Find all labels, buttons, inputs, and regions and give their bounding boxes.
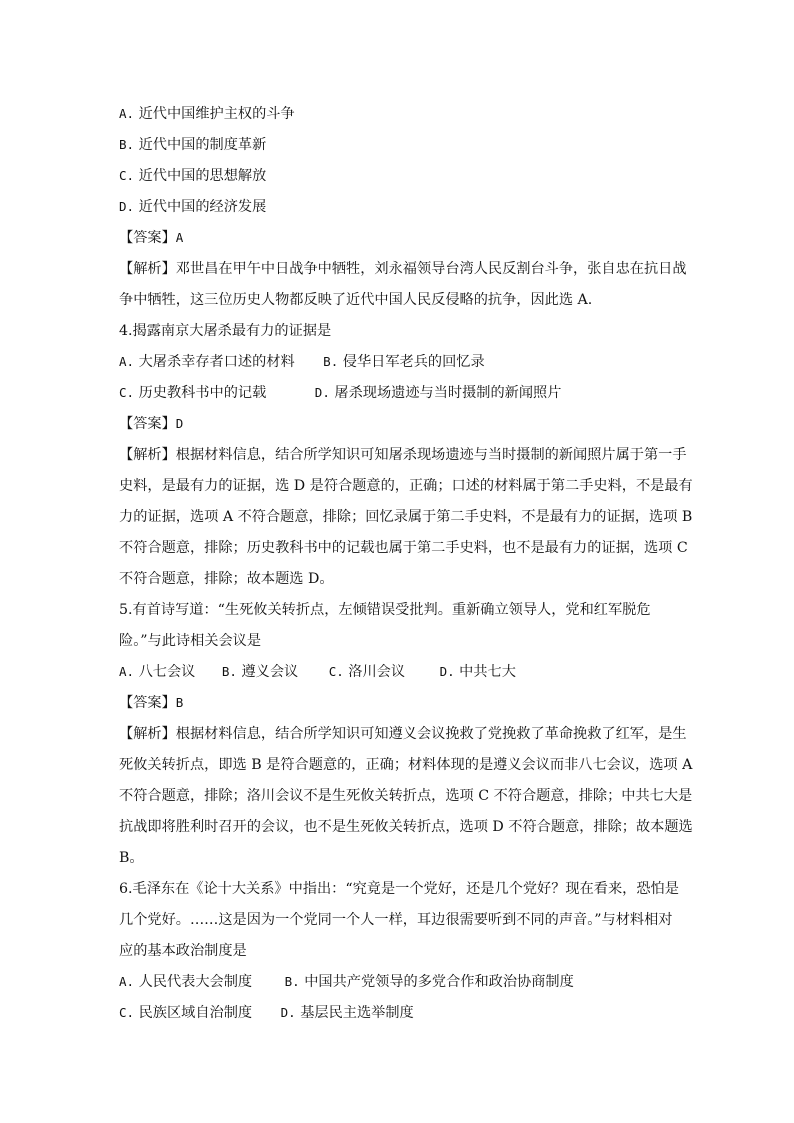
analysis-text: 不符合题意，排除；故本题选 D。 — [119, 571, 334, 587]
option-text: 近代中国的经济发展 — [138, 199, 267, 215]
answer-tag: 【答案】 — [119, 230, 176, 246]
option-label: B. — [221, 664, 237, 679]
q3-analysis-line-2 — [119, 290, 592, 310]
question-stem: 4.揭露南京大屠杀最有力的证据是 — [119, 323, 332, 339]
analysis-tag: 【解析】 — [119, 261, 176, 277]
analysis-text: 抗战即将胜利时召开的会议，也不是生死攸关转折点，选项 D 不符合题意，排除；故本题选 — [119, 819, 693, 835]
q5-analysis-line-1 — [119, 724, 687, 744]
option-text: 历史教科书中的记载 — [138, 385, 267, 401]
option-text: 中国共产党领导的多党合作和政治协商制度 — [304, 974, 574, 990]
option-text: 八七会议 — [138, 664, 196, 680]
q6-stem-line-2 — [119, 910, 672, 930]
analysis-text: 史料，是最有力的证据，选 D 是符合题意的，正确；口述的材料属于第二手史料，不是最有 — [119, 478, 693, 494]
q5-answer — [119, 693, 183, 713]
option-label: A. — [119, 974, 135, 989]
option-text: 遵义会议 — [241, 664, 299, 680]
analysis-text: 不符合题意，排除；历史教科书中的记载也属于第二手史料，也不是最有力的证据，选项 C — [119, 540, 688, 556]
analysis-text: 不符合题意，排除；洛川会议不是生死攸关转折点，选项 C 不符合题意，排除；中共七大是 — [119, 788, 693, 804]
q3-answer — [119, 228, 183, 248]
option-text: 近代中国的制度革新 — [138, 137, 267, 153]
q5-analysis-line-2 — [119, 755, 692, 775]
option-text: 人民代表大会制度 — [138, 974, 253, 990]
q4-analysis-line-1 — [119, 445, 687, 465]
q4-analysis-line-2 — [119, 476, 693, 496]
option-label: A. — [119, 354, 135, 369]
q5-analysis-line-5 — [119, 848, 144, 868]
question-stem: 几个党好。……这是因为一个党同一个人一样，耳边很需要听到不同的声音。”与材料相对 — [119, 912, 673, 928]
option-label: B. — [119, 137, 135, 152]
option-label: B. — [323, 354, 339, 369]
option-text: 屠杀现场遗迹与当时摄制的新闻照片 — [334, 385, 562, 401]
analysis-text: 根据材料信息，结合所学知识可知遵义会议挽救了党挽救了革命挽救了红军，是生 — [175, 726, 687, 742]
analysis-tag: 【解析】 — [119, 726, 176, 742]
analysis-text: B。 — [119, 850, 144, 866]
question-stem: 应的基本政治制度是 — [119, 943, 247, 959]
analysis-text: 根据材料信息，结合所学知识可知屠杀现场遗迹与当时摄制的新闻照片属于第一手 — [175, 447, 687, 463]
analysis-text: 力的证据，选项 A 不符合题意，排除；回忆录属于第二手史料，不是最有力的证据，选项 B — [119, 509, 693, 525]
answer-tag: 【答案】 — [119, 695, 176, 711]
analysis-text: 邓世昌在甲午中日战争中牺牲，刘永福领导台湾人民反割台斗争，张自忠在抗日战 — [175, 261, 687, 277]
option-label: D. — [119, 199, 135, 214]
option-label: B. — [284, 974, 300, 989]
q6-options-row-2 — [119, 1003, 414, 1023]
q3-option-c — [119, 166, 266, 186]
q6-stem-line-3 — [119, 941, 247, 961]
option-text: 近代中国的思想解放 — [138, 168, 267, 184]
option-text: 近代中国维护主权的斗争 — [138, 106, 295, 122]
option-label: D. — [280, 1005, 296, 1020]
q4-analysis-line-5 — [119, 569, 334, 589]
option-label: D. — [314, 385, 330, 400]
analysis-text: 争中牺牲，这三位历史人物都反映了近代中国人民反侵略的抗争，因此选 A. — [119, 292, 593, 308]
q6-options-row-1 — [119, 972, 574, 992]
q4-options-row-2 — [119, 383, 561, 403]
question-stem: 6.毛泽东在《论十大关系》中指出：“究竟是一个党好，还是几个党好？现在看来，恐怕是 — [119, 881, 679, 897]
q4-stem — [119, 321, 331, 341]
option-label: C. — [119, 168, 135, 183]
q3-option-a — [119, 104, 295, 124]
q5-stem-line-2 — [119, 631, 261, 651]
option-text: 中共七大 — [459, 664, 516, 680]
q5-options-row — [119, 662, 516, 682]
option-text: 大屠杀幸存者口述的材料 — [138, 354, 295, 370]
option-text: 基层民主选举制度 — [300, 1005, 414, 1021]
answer-value: B — [175, 695, 184, 710]
question-stem: 险。”与此诗相关会议是 — [119, 633, 262, 649]
q4-options-row-1 — [119, 352, 485, 372]
question-stem: 5.有首诗写道：“生死攸关转折点，左倾错误受批判。重新确立领导人，党和红军脱危 — [119, 602, 651, 618]
q5-analysis-line-3 — [119, 786, 692, 806]
option-label: C. — [119, 385, 135, 400]
q3-option-b — [119, 135, 266, 155]
answer-value: A — [175, 230, 184, 245]
option-label: A. — [119, 664, 135, 679]
option-label: A. — [119, 106, 135, 121]
answer-tag: 【答案】 — [119, 416, 176, 432]
q4-analysis-line-4 — [119, 538, 688, 558]
option-text: 民族区域自治制度 — [138, 1005, 253, 1021]
q5-analysis-line-4 — [119, 817, 693, 837]
option-label: D. — [439, 664, 455, 679]
option-text: 洛川会议 — [348, 664, 406, 680]
q4-answer — [119, 414, 183, 434]
option-label: C. — [119, 1005, 135, 1020]
q5-stem-line-1 — [119, 600, 651, 620]
option-label: C. — [328, 664, 344, 679]
q3-option-d — [119, 197, 266, 217]
q6-stem-line-1 — [119, 879, 679, 899]
option-text: 侵华日军老兵的回忆录 — [342, 354, 485, 370]
analysis-tag: 【解析】 — [119, 447, 176, 463]
q3-analysis-line-1 — [119, 259, 687, 279]
answer-value: D — [175, 416, 184, 431]
analysis-text: 死攸关转折点，即选 B 是符合题意的，正确；材料体现的是遵义会议而非八七会议，选项 A — [119, 757, 693, 773]
q4-analysis-line-3 — [119, 507, 692, 527]
